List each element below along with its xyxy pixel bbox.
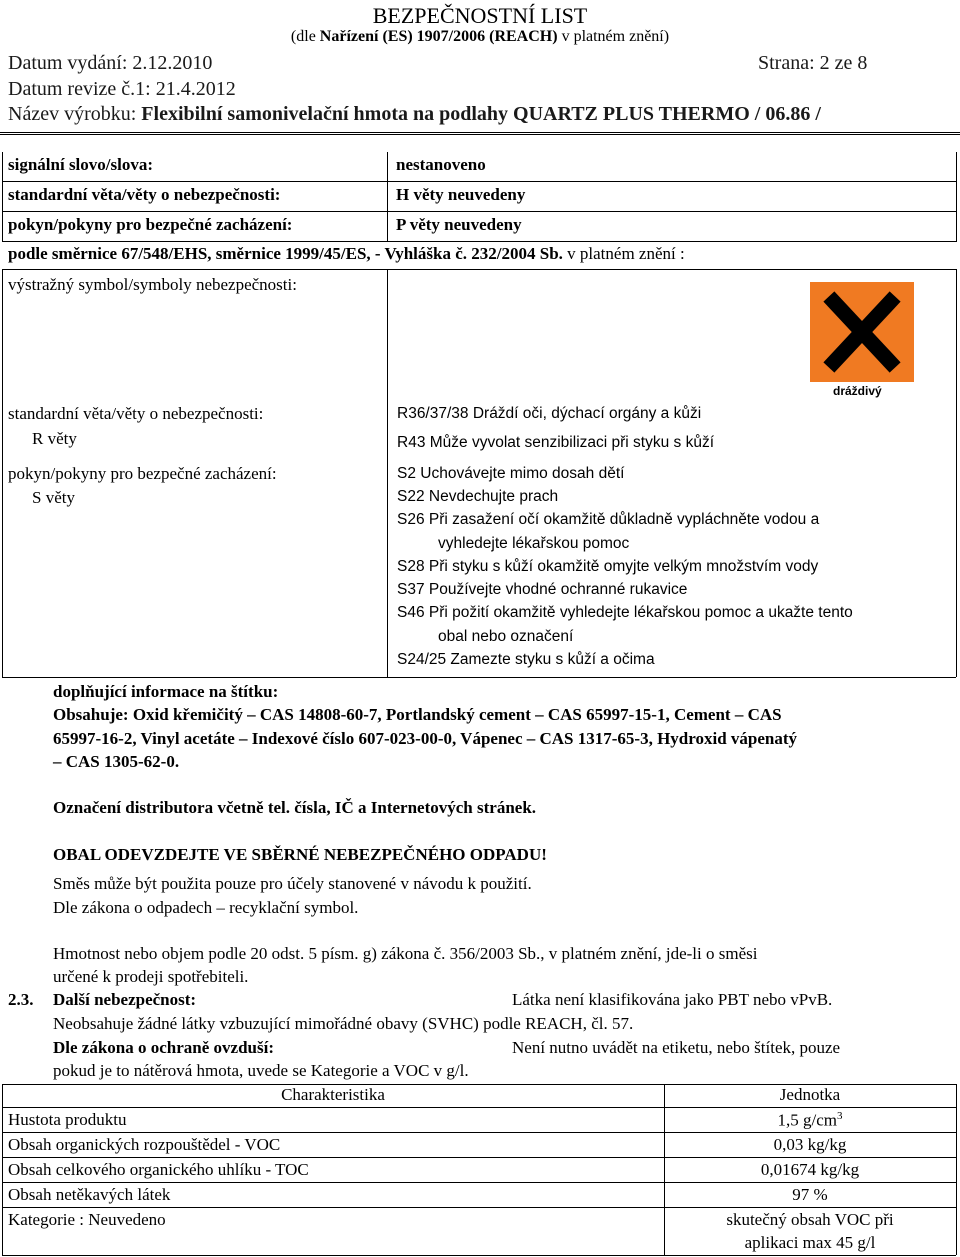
voc-value-text: 1,5 g/cm — [777, 1110, 837, 1130]
s-statement: S24/25 Zamezte styku s kůží a očima — [397, 651, 655, 668]
weight-note-continuation: určené k prodeji spotřebiteli. — [53, 967, 249, 986]
voc-row-name: Kategorie : Neuvedeno — [8, 1210, 166, 1229]
p-statements-value: P věty neuvedeny — [396, 215, 522, 234]
s-statement: S46 Při požití okamžitě vyhledejte lékařskou pomoc a ukažte tento — [397, 604, 853, 621]
table-border — [387, 152, 388, 242]
voc-row-value: skutečný obsah VOC při — [726, 1210, 894, 1229]
header-divider — [0, 132, 960, 135]
table-rule — [2, 1157, 956, 1158]
air-law-heading: Dle zákona o ochraně ovzduší: — [53, 1038, 274, 1057]
irritant-hazard-icon — [810, 282, 914, 382]
voc-row-name: Hustota produktu — [8, 1110, 127, 1129]
usage-note: Směs může být použita pouze pro účely stanovené v návodu k použití. — [53, 874, 532, 893]
r-statements-label: standardní věta/věty o nebezpečnosti: — [8, 404, 264, 423]
s-statements-label: pokyn/pokyny pro bezpečné zacházení: — [8, 464, 277, 483]
s-statement: S22 Nevdechujte prach — [397, 488, 559, 505]
directive-suffix: v platném znění : — [562, 244, 685, 263]
s-statement: S37 Používejte vhodné ochranné rukavice — [397, 581, 688, 598]
table-border — [956, 269, 957, 677]
r-statement: R36/37/38 Dráždí oči, dýchací orgány a kůži — [397, 405, 702, 422]
contains-line: – CAS 1305-62-0. — [53, 752, 180, 771]
issue-date: Datum vydání: 2.12.2010 — [8, 52, 213, 74]
h-statements-value: H věty neuvedeny — [396, 185, 526, 204]
r-statements-sub: R věty — [32, 429, 77, 448]
table-rule — [2, 211, 956, 212]
s-statement-continuation: obal nebo označení — [438, 628, 574, 645]
contains-line: 65997-16-2, Vinyl acetáte – Indexové číslo 607-023-00-0, Vápenec – CAS 1317-65-3, Hydroxid vápenatý — [53, 729, 798, 748]
voc-row-value: 97 % — [792, 1185, 828, 1204]
voc-row-name: Obsah celkového organického uhlíku - TOC — [8, 1160, 309, 1179]
table-rule — [2, 1107, 956, 1108]
voc-row-name: Obsah organických rozpouštědel - VOC — [8, 1135, 281, 1154]
pbt-statement: Látka není klasifikována jako PBT nebo vPvB. — [512, 990, 833, 1009]
table-border — [2, 269, 3, 677]
table-rule — [2, 269, 956, 270]
table-rule — [2, 1132, 956, 1133]
distributor-note: Označení distributora včetně tel. čísla, IČ a Internetových stránek. — [53, 798, 537, 817]
section-heading: Další nebezpečnost: — [53, 990, 197, 1009]
voc-value-sup: 3 — [837, 1110, 843, 1122]
waste-heading: OBAL ODEVZDEJTE VE SBĚRNÉ NEBEZPEČNÉHO ODPADU! — [53, 845, 547, 864]
table-border — [956, 1084, 957, 1255]
revision-date: Datum revize č.1: 21.4.2012 — [8, 78, 236, 100]
voc-row-value: 0,03 kg/kg — [773, 1135, 847, 1154]
product-label: Název výrobku: — [8, 103, 142, 125]
directive-line — [8, 244, 685, 264]
page-number: Strana: 2 ze 8 — [758, 52, 868, 74]
h-statements-label: standardní věta/věty o nebezpečnosti: — [8, 185, 281, 204]
r-statement: R43 Může vyvolat senzibilizaci při styku s kůží — [397, 434, 715, 451]
table-border — [956, 152, 957, 242]
irritant-x-icon — [810, 282, 914, 382]
regulation-subtitle — [0, 28, 960, 46]
label-info-heading: doplňující informace na štítku: — [53, 682, 279, 701]
contains-line: Obsahuje: Oxid křemičitý – CAS 14808-60-7, Portlandský cement – CAS 65997-15-1, Cement – CAS — [53, 705, 782, 724]
recycle-note: Dle zákona o odpadech – recyklační symbol. — [53, 898, 359, 917]
section-number: 2.3. — [8, 990, 34, 1009]
table-rule — [2, 677, 956, 678]
table-border — [2, 152, 3, 242]
subtitle-regulation: Nařízení (ES) 1907/2006 (REACH) — [319, 28, 558, 45]
svhc-statement: Neobsahuje žádné látky vzbuzující mimořádné obavy (SVHC) podle REACH, čl. 57. — [53, 1014, 634, 1033]
table-border — [2, 1084, 3, 1255]
table-rule — [2, 1182, 956, 1183]
s-statement-continuation: vyhledejte lékařskou pomoc — [438, 535, 630, 552]
s-statements-sub: S věty — [32, 488, 75, 507]
voc-row-value: 0,01674 kg/kg — [760, 1160, 860, 1179]
table-rule — [2, 181, 956, 182]
subtitle-prefix: (dle — [290, 28, 320, 45]
table-rule — [2, 1207, 956, 1208]
directive-text: podle směrnice 67/548/EHS, směrnice 1999/45/ES, - Vyhláška č. 232/2004 Sb. — [8, 244, 563, 263]
hazard-symbol-caption: dráždivý — [833, 384, 882, 398]
document-title: BEZPEČNOSTNÍ LIST — [372, 3, 588, 28]
air-law-text-continuation: pokud je to nátěrová hmota, uvede se Kategorie a VOC v g/l. — [53, 1061, 469, 1080]
air-law-text: Není nutno uvádět na etiketu, nebo štítek, pouze — [512, 1038, 841, 1057]
weight-note: Hmotnost nebo objem podle 20 odst. 5 písm. g) zákona č. 356/2003 Sb., v platném znění, jde-li o směsi — [53, 944, 758, 963]
signal-word-value: nestanoveno — [396, 155, 486, 174]
product-name — [8, 103, 821, 126]
voc-row-value — [664, 1110, 956, 1131]
hazard-symbol-label: výstražný symbol/symboly nebezpečnosti: — [8, 275, 297, 294]
s-statement: S28 Při styku s kůží okamžitě omyjte velkým množstvím vody — [397, 558, 819, 575]
s-statement: S2 Uchovávejte mimo dosah dětí — [397, 465, 625, 482]
table-rule — [2, 1255, 956, 1256]
voc-row-value-continuation: aplikaci max 45 g/l — [744, 1233, 876, 1252]
signal-word-label: signální slovo/slova: — [8, 155, 154, 174]
voc-col-header: Jednotka — [779, 1085, 841, 1104]
voc-row-name: Obsah netěkavých látek — [8, 1185, 171, 1204]
voc-col-header: Charakteristika — [281, 1085, 385, 1104]
p-statements-label: pokyn/pokyny pro bezpečné zacházení: — [8, 215, 293, 234]
subtitle-suffix: v platném znění) — [557, 28, 670, 45]
product-name-value: Flexibilní samonivelační hmota na podlahy QUARTZ PLUS THERMO / 06.86 / — [141, 103, 821, 125]
table-rule — [2, 241, 956, 242]
s-statement: S26 Při zasažení očí okamžitě důkladně vypláchněte vodou a — [397, 511, 820, 528]
table-border — [387, 269, 388, 677]
